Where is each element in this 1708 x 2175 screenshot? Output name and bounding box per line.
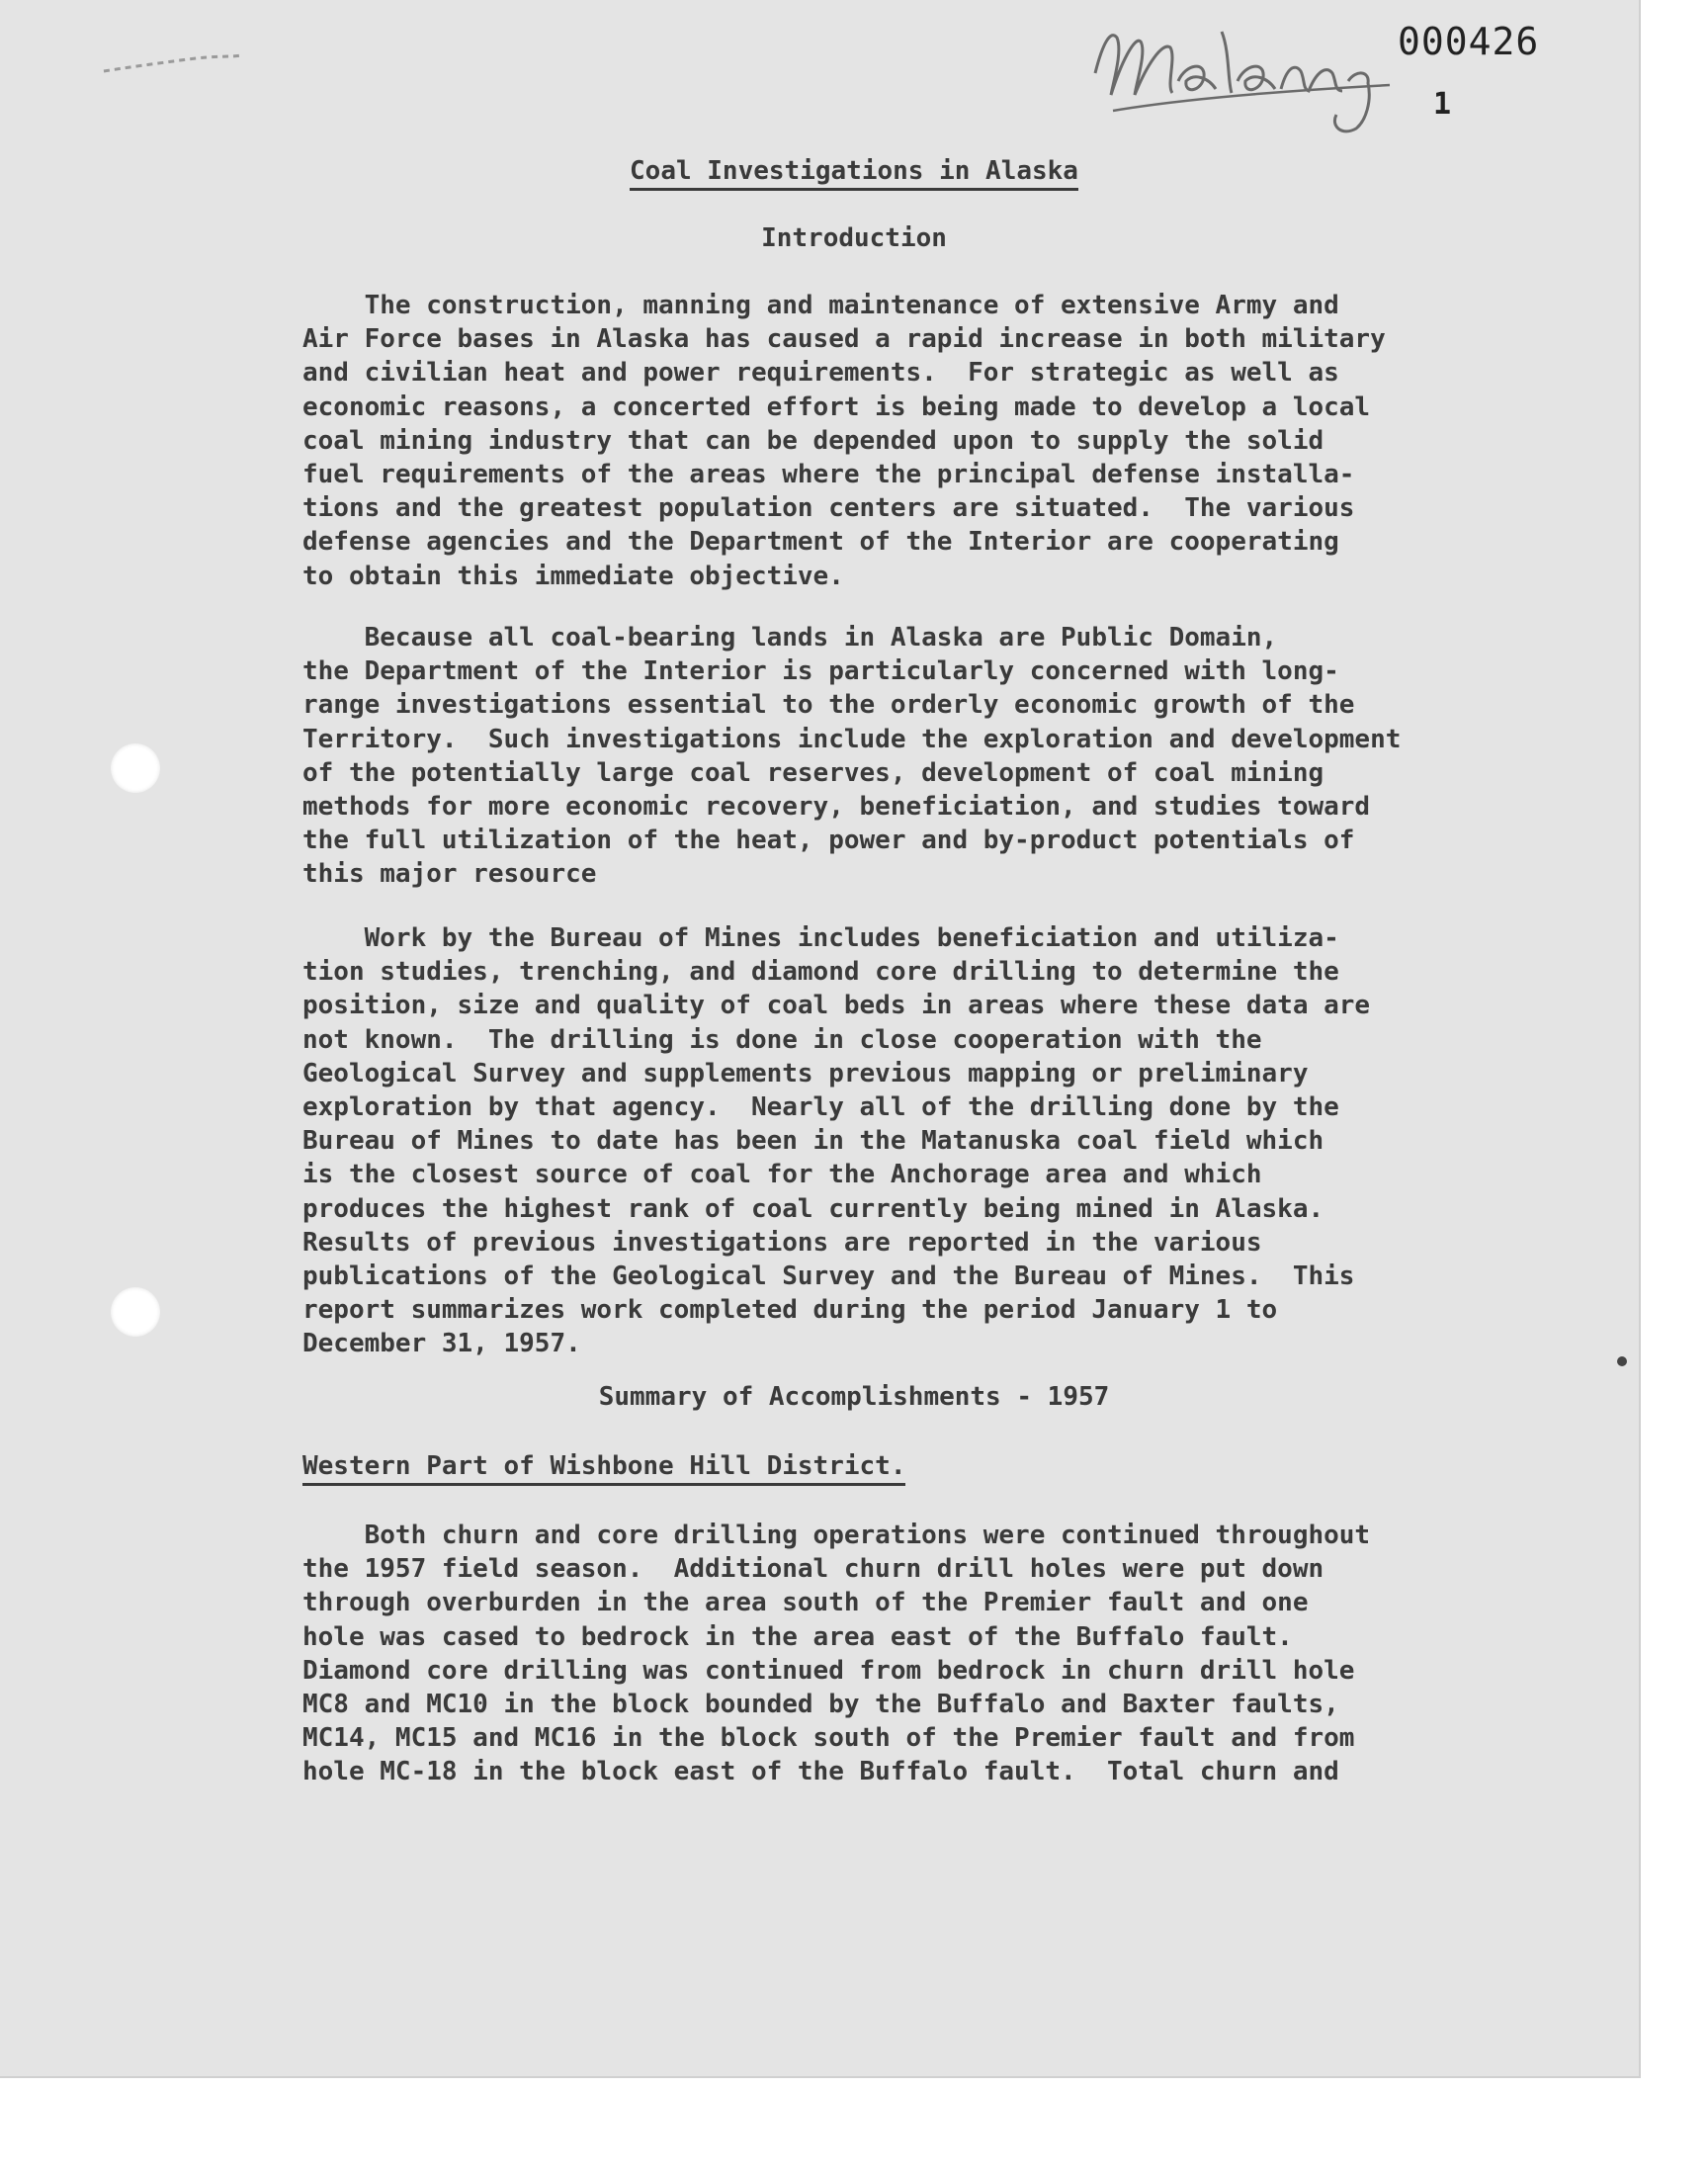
text-line: position, size and quality of coal beds in areas where these data are [302, 991, 1371, 1021]
text-line: Bureau of Mines to date has been in the Matanuska coal field which [302, 1126, 1324, 1157]
text-line: The construction, manning and maintenance of extensive Army and [302, 291, 1339, 320]
sub-heading [302, 1451, 905, 1481]
text-line: MC14, MC15 and MC16 in the block south of the Premier fault and from [302, 1723, 1355, 1754]
paragraph-4 [302, 1519, 1479, 1789]
text-line: exploration by that agency. Nearly all of the drilling done by the [302, 1092, 1339, 1123]
smudge-mark [99, 49, 247, 79]
text-line: of the potentially large coal reserves, development of coal mining [302, 757, 1324, 788]
document-number: 000426 [1398, 20, 1540, 63]
text-line: December 31, 1957. [302, 1329, 581, 1359]
text-line: the Department of the Interior is particularly concerned with long- [302, 656, 1339, 687]
text-line: MC8 and MC10 in the block bounded by the Buffalo and Baxter faults, [302, 1690, 1339, 1720]
text-line: report summarizes work completed during the period January 1 to [302, 1295, 1278, 1326]
text-line: Because all coal-bearing lands in Alaska are Public Domain, [302, 623, 1278, 652]
text-line: Geological Survey and supplements previous mapping or preliminary [302, 1058, 1309, 1088]
text-line: the 1957 field season. Additional churn drill holes were put down [302, 1554, 1324, 1585]
text-line: to obtain this immediate objective. [302, 561, 844, 591]
text-line: hole was cased to bedrock in the area east of the Buffalo fault. [302, 1621, 1293, 1652]
paragraph-2 [302, 621, 1479, 892]
document-title [0, 156, 1708, 186]
text-line: publications of the Geological Survey and the Bureau of Mines. This [302, 1262, 1355, 1292]
text-line: economic reasons, a concerted effort is being made to develop a local [302, 392, 1371, 422]
text-line: defense agencies and the Department of the Interior are cooperating [302, 527, 1339, 558]
text-line: the full utilization of the heat, power and by-product potentials of [302, 826, 1355, 856]
text-line: through overburden in the area south of the Premier fault and one [302, 1588, 1309, 1618]
punch-hole-bottom [111, 1287, 160, 1337]
text-line: not known. The drilling is done in close cooperation with the [302, 1024, 1262, 1055]
text-line: tion studies, trenching, and diamond core drilling to determine the [302, 957, 1339, 988]
text-line: coal mining industry that can be depended upon to supply the solid [302, 425, 1324, 456]
text-line: Both churn and core drilling operations were continued throughout [302, 1521, 1371, 1550]
text-line: Diamond core drilling was continued from bedrock in churn drill hole [302, 1655, 1355, 1686]
text-line: Air Force bases in Alaska has caused a rapid increase in both military [302, 324, 1386, 355]
text-line: hole MC-18 in the block east of the Buffalo fault. Total churn and [302, 1757, 1339, 1787]
text-line: Work by the Bureau of Mines includes beneficiation and utiliza- [302, 923, 1339, 953]
text-line: Territory. Such investigations include the exploration and development [302, 724, 1402, 754]
text-line: Results of previous investigations are reported in the various [302, 1227, 1262, 1258]
punch-hole-top [111, 743, 160, 793]
text-line: fuel requirements of the areas where the principal defense installa- [302, 460, 1355, 490]
document-subtitle: Introduction [761, 223, 947, 253]
section-heading: Summary of Accomplishments - 1957 [598, 1382, 1110, 1412]
text-line: is the closest source of coal for the Anchorage area and which [302, 1160, 1262, 1190]
text-line: methods for more economic recovery, beneficiation, and studies toward [302, 792, 1371, 823]
document-title-text: Coal Investigations in Alaska [630, 156, 1078, 191]
paragraph-1 [302, 289, 1479, 593]
page-number: 1 [1433, 87, 1452, 122]
text-line: this major resource [302, 859, 597, 890]
text-line: tions and the greatest population centers are situated. The various [302, 493, 1355, 524]
paragraph-3 [302, 921, 1479, 1361]
ink-dot [1617, 1356, 1627, 1366]
text-line: range investigations essential to the orderly economic growth of the [302, 690, 1355, 721]
text-line: produces the highest rank of coal currently being mined in Alaska. [302, 1193, 1324, 1224]
text-line: and civilian heat and power requirements. For strategic as well as [302, 358, 1339, 389]
sub-heading-text: Western Part of Wishbone Hill District. [302, 1451, 905, 1486]
